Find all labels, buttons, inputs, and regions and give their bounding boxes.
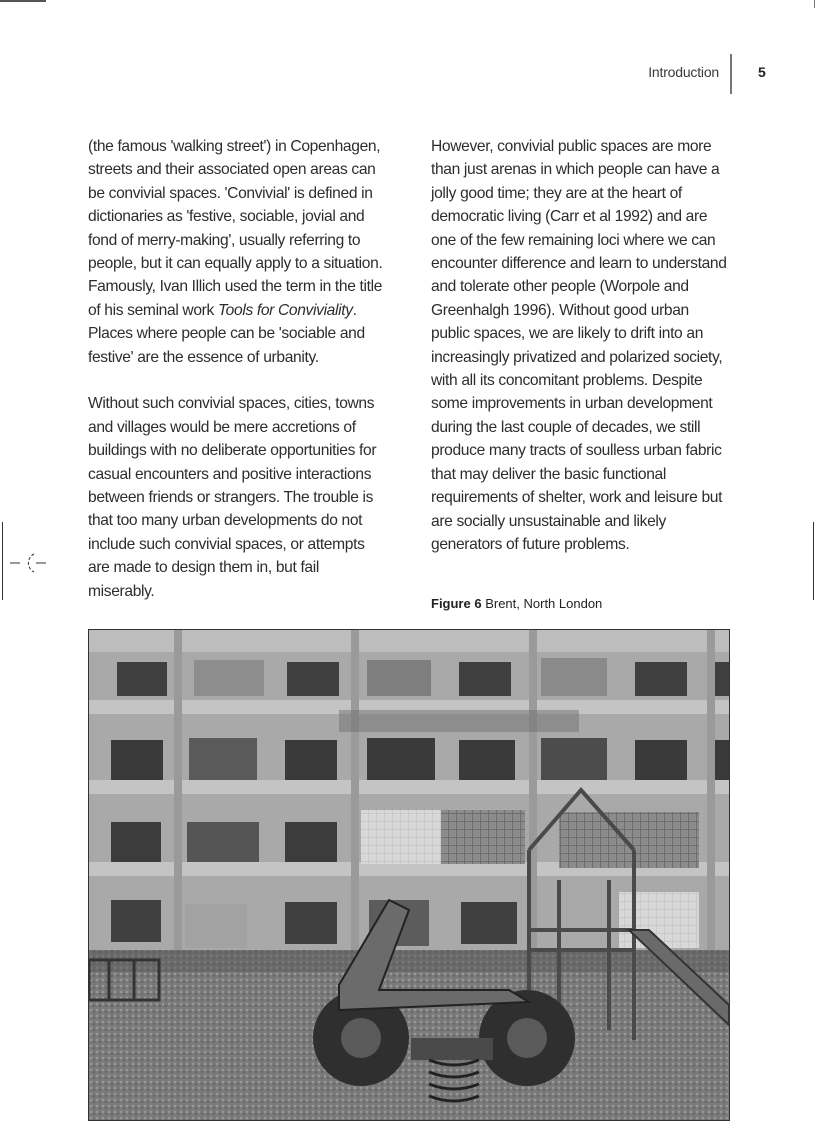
figure-label: Figure 6 [431, 596, 482, 611]
left-paragraph-1: (the famous 'walking street') in Copenhagen, streets and their associated open areas can be convivial spaces. 'Convivial' is defined in dictionaries as 'festive, sociable, jovial and fond of merry-making', usually referring to people, but it can equally apply to a situation. Famously, Ivan Illich used the term in the title of his seminal work Tools for Conviviality. Places where people can be 'sociable and festive' are the essence of urbanity. [88, 138, 383, 366]
crop-mark-top-right [814, 0, 815, 8]
registration-line-right [813, 522, 814, 600]
page-number: 5 [758, 64, 766, 80]
figure-caption-text: Brent, North London [485, 596, 603, 611]
running-header [0, 62, 816, 94]
registration-mark-icon [6, 550, 50, 576]
section-title: Introduction [648, 64, 719, 80]
crop-mark-top-left [0, 0, 46, 2]
header-divider [730, 54, 732, 94]
registration-line-left [2, 522, 3, 600]
figure-photo [88, 629, 730, 1121]
right-paragraph-1: However, convivial public spaces are more than just arenas in which people can have a jolly good time; they are at the heart of democratic living (Carr et al 1992) and are one of the few remaining loci where we can encounter difference and learn to understand and tolerate other people (Worpole and Greenhalgh 1996). Without good urban public spaces, we are likely to drift into an increasingly privatized and polarized society, with all its concomitant problems. Despite some improvements in urban development during the last couple of decades, we still produce many tracts of soulless urban fabric that may deliver the basic functional requirements of shelter, work and leisure but are socially unsustainable and likely generators of future problems. [431, 138, 727, 553]
book-title: Tools for Conviviality [217, 301, 353, 319]
left-column [88, 135, 388, 603]
figure-caption [431, 596, 602, 611]
right-column [431, 135, 731, 556]
housing-estate-playground-photo [89, 630, 729, 1120]
left-paragraph-2: Without such convivial spaces, cities, towns and villages would be mere accretions of buildings with no deliberate opportunities for casual encounters and positive interactions between friends or strangers. The trouble is that too many urban developments do not include such convivial spaces, or attempts are made to design them in, but fail miserably. [88, 395, 377, 600]
